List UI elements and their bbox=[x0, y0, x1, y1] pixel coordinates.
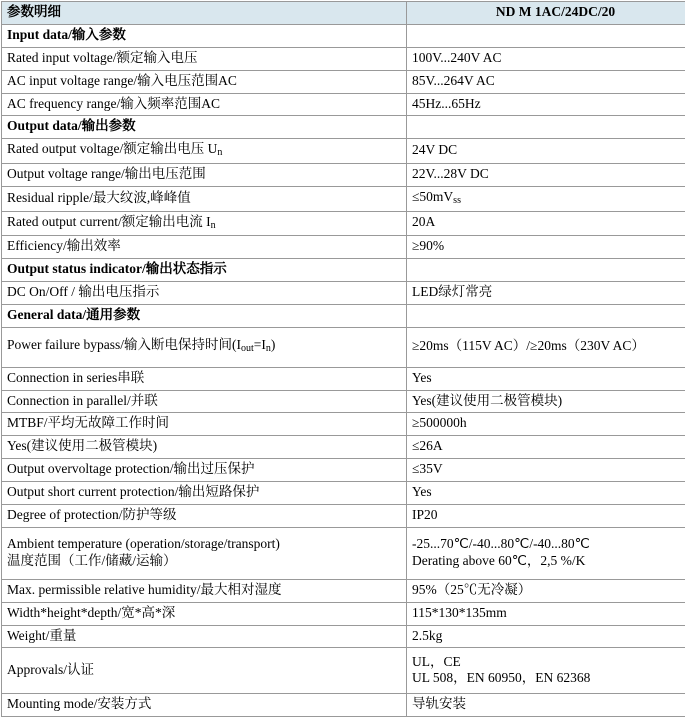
row-value-residual-ripple-subscript: ss bbox=[453, 195, 461, 206]
row-value-approvals bbox=[407, 648, 685, 694]
table-row bbox=[2, 390, 685, 413]
row-value-dc-on-off: LED绿灯常亮 bbox=[407, 281, 685, 304]
row-label-power-failure-bypass-sub2: n bbox=[266, 344, 271, 355]
row-label-ambient-temperature-line1: Ambient temperature (operation/storage/transport) bbox=[7, 536, 401, 553]
row-label-power-failure-bypass bbox=[2, 327, 407, 367]
section-general-data-value bbox=[407, 304, 685, 327]
table-row bbox=[2, 163, 685, 186]
table-row bbox=[2, 579, 685, 602]
row-label-efficiency: Efficiency/输出效率 bbox=[2, 236, 407, 259]
row-label-connection-in-series: Connection in series串联 bbox=[2, 367, 407, 390]
row-label-ambient-temperature bbox=[2, 527, 407, 579]
row-value-efficiency: ≥90% bbox=[407, 236, 685, 259]
row-label-mounting-mode: Mounting mode/安装方式 bbox=[2, 694, 407, 717]
row-value-diode-module-note: ≤26A bbox=[407, 436, 685, 459]
row-value-ambient-temperature-line2: Derating above 60℃，2,5 %/K bbox=[412, 553, 685, 570]
table-header-row bbox=[2, 2, 685, 25]
row-value-output-short-current-protection: Yes bbox=[407, 482, 685, 505]
row-value-degree-of-protection: IP20 bbox=[407, 504, 685, 527]
row-label-rated-output-current-text: Rated output current/额定输出电流 I bbox=[7, 214, 211, 229]
table-row bbox=[2, 186, 685, 211]
row-label-rated-output-voltage bbox=[2, 139, 407, 164]
header-model: ND M 1AC/24DC/20 bbox=[407, 2, 685, 25]
table-row bbox=[2, 459, 685, 482]
row-value-connection-in-parallel: Yes(建议使用二极管模块) bbox=[407, 390, 685, 413]
row-value-output-overvoltage-protection: ≤35V bbox=[407, 459, 685, 482]
row-label-rated-output-voltage-subscript: n bbox=[217, 147, 222, 158]
row-label-residual-ripple: Residual ripple/最大纹波,峰峰值 bbox=[2, 186, 407, 211]
row-label-output-overvoltage-protection: Output overvoltage protection/输出过压保护 bbox=[2, 459, 407, 482]
row-label-ac-input-voltage-range: AC input voltage range/输入电压范围AC bbox=[2, 70, 407, 93]
table-row bbox=[2, 602, 685, 625]
row-value-ac-input-voltage-range: 85V...264V AC bbox=[407, 70, 685, 93]
row-label-rated-input-voltage: Rated input voltage/额定输入电压 bbox=[2, 47, 407, 70]
row-value-rated-input-voltage: 100V...240V AC bbox=[407, 47, 685, 70]
table-row bbox=[2, 211, 685, 236]
row-label-ac-frequency-range: AC frequency range/输入频率范围AC bbox=[2, 93, 407, 116]
section-output-data-value bbox=[407, 116, 685, 139]
row-label-ambient-temperature-line2: 温度范围（工作/储藏/运输） bbox=[7, 553, 401, 570]
table-row bbox=[2, 236, 685, 259]
section-row-status bbox=[2, 259, 685, 282]
row-value-rated-output-voltage: 24V DC bbox=[407, 139, 685, 164]
table-row bbox=[2, 648, 685, 694]
row-label-degree-of-protection: Degree of protection/防护等级 bbox=[2, 504, 407, 527]
row-value-connection-in-series: Yes bbox=[407, 367, 685, 390]
row-label-power-failure-bypass-sub1: out bbox=[241, 344, 254, 355]
row-label-output-short-current-protection: Output short current protection/输出短路保护 bbox=[2, 482, 407, 505]
row-label-rated-output-voltage-text: Rated output voltage/额定输出电压 U bbox=[7, 141, 217, 156]
row-value-ambient-temperature-line1: -25...70℃/-40...80℃/-40...80℃ bbox=[412, 536, 685, 553]
row-label-connection-in-parallel: Connection in parallel/并联 bbox=[2, 390, 407, 413]
section-row-input bbox=[2, 24, 685, 47]
section-output-data: Output data/输出参数 bbox=[2, 116, 407, 139]
table-row bbox=[2, 139, 685, 164]
row-label-relative-humidity: Max. permissible relative humidity/最大相对湿度 bbox=[2, 579, 407, 602]
row-value-output-voltage-range: 22V...28V DC bbox=[407, 163, 685, 186]
section-output-status-indicator-value bbox=[407, 259, 685, 282]
row-label-dimensions: Width*height*depth/宽*高*深 bbox=[2, 602, 407, 625]
row-value-residual-ripple bbox=[407, 186, 685, 211]
section-output-status-indicator: Output status indicator/输出状态指示 bbox=[2, 259, 407, 282]
table-row bbox=[2, 47, 685, 70]
table-row bbox=[2, 482, 685, 505]
row-value-ac-frequency-range: 45Hz...65Hz bbox=[407, 93, 685, 116]
row-label-power-failure-bypass-text1: Power failure bypass/输入断电保持时间(I bbox=[7, 337, 241, 352]
row-value-dimensions: 115*130*135mm bbox=[407, 602, 685, 625]
row-label-approvals: Approvals/认证 bbox=[2, 648, 407, 694]
header-label: 参数明细 bbox=[2, 2, 407, 25]
row-label-weight: Weight/重量 bbox=[2, 625, 407, 648]
table-row bbox=[2, 504, 685, 527]
row-value-rated-output-current: 20A bbox=[407, 211, 685, 236]
row-value-approvals-line1: UL，CE bbox=[412, 654, 685, 671]
row-label-rated-output-current-subscript: n bbox=[211, 220, 216, 231]
row-value-relative-humidity: 95%（25℃无冷凝） bbox=[407, 579, 685, 602]
row-label-diode-module-note: Yes(建议使用二极管模块) bbox=[2, 436, 407, 459]
table-row bbox=[2, 281, 685, 304]
row-label-power-failure-bypass-text2: =I bbox=[254, 337, 266, 352]
row-label-mtbf: MTBF/平均无故障工作时间 bbox=[2, 413, 407, 436]
section-input-data-value bbox=[407, 24, 685, 47]
table-row bbox=[2, 413, 685, 436]
table-row bbox=[2, 70, 685, 93]
table-row bbox=[2, 625, 685, 648]
table-row bbox=[2, 694, 685, 717]
table-row bbox=[2, 93, 685, 116]
row-value-residual-ripple-text: ≤50mV bbox=[412, 189, 453, 204]
table-row bbox=[2, 527, 685, 579]
row-value-weight: 2.5kg bbox=[407, 625, 685, 648]
row-value-mtbf: ≥500000h bbox=[407, 413, 685, 436]
table-row bbox=[2, 436, 685, 459]
table-row bbox=[2, 327, 685, 367]
row-value-power-failure-bypass: ≥20ms（115V AC）/≥20ms（230V AC） bbox=[407, 327, 685, 367]
row-value-mounting-mode: 导轨安装 bbox=[407, 694, 685, 717]
section-general-data: General data/通用参数 bbox=[2, 304, 407, 327]
section-row-general bbox=[2, 304, 685, 327]
row-label-output-voltage-range: Output voltage range/输出电压范围 bbox=[2, 163, 407, 186]
row-label-dc-on-off: DC On/Off / 输出电压指示 bbox=[2, 281, 407, 304]
specification-table bbox=[1, 1, 685, 717]
row-value-approvals-line2: UL 508，EN 60950，EN 62368 bbox=[412, 670, 685, 687]
section-row-output bbox=[2, 116, 685, 139]
table-row bbox=[2, 367, 685, 390]
row-label-power-failure-bypass-text3: ) bbox=[271, 337, 276, 352]
section-input-data: Input data/输入参数 bbox=[2, 24, 407, 47]
row-value-ambient-temperature bbox=[407, 527, 685, 579]
row-label-rated-output-current bbox=[2, 211, 407, 236]
